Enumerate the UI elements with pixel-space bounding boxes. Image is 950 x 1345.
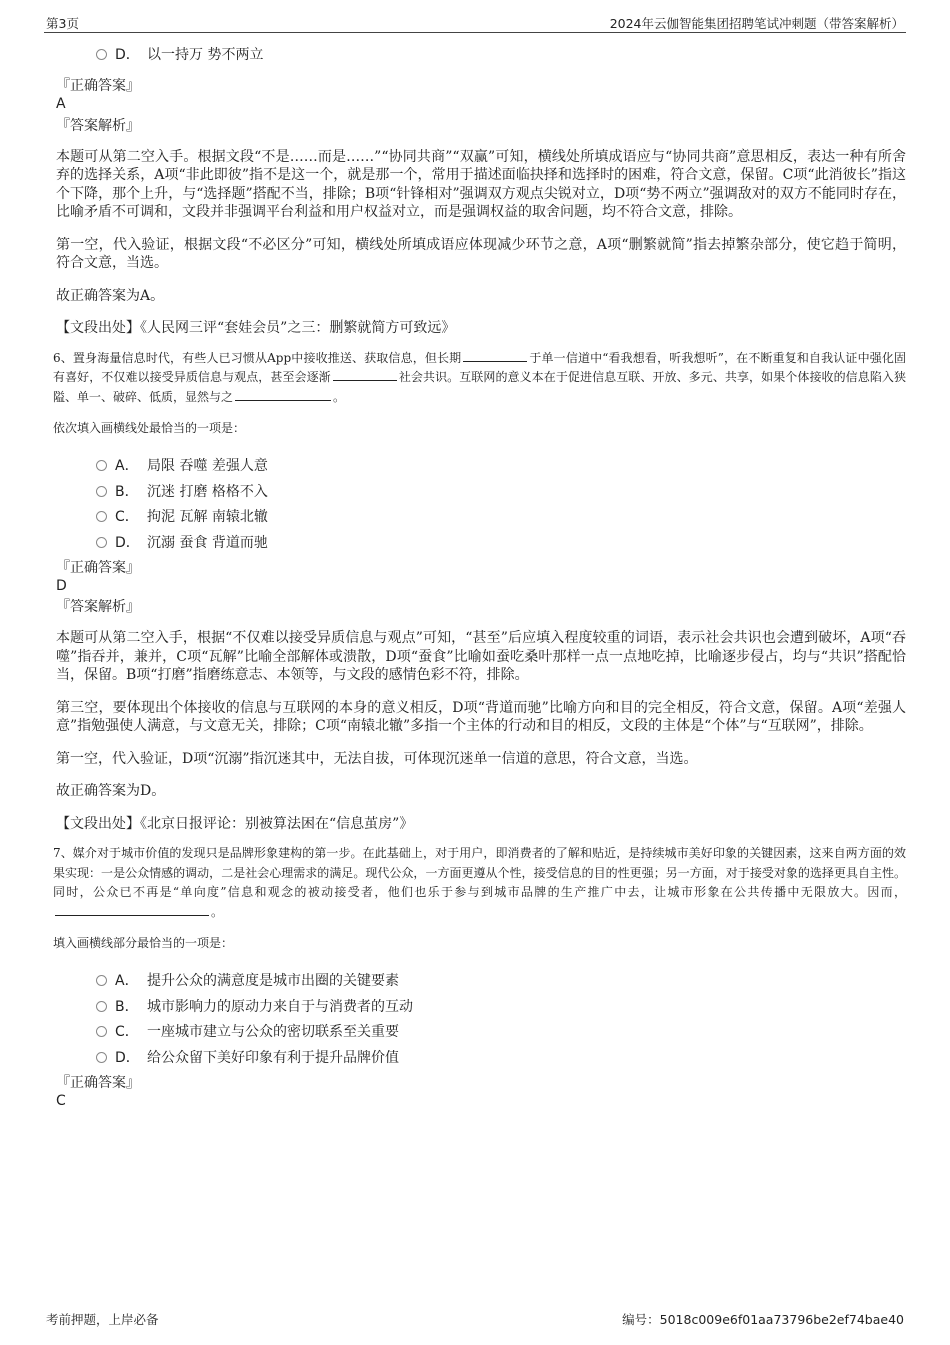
option-d[interactable]: D． 沉溺 蚕食 背道而驰: [96, 531, 906, 557]
analysis-paragraph: 第三空，要体现出个体接收的信息与互联网的本身的意义相反，D项“背道而驰”比喻方向和目的完全相反，符合文意，保留。A项“差强人意”指勉强使人满意，与文意无关，排除；C项“南辕北辙”多指一个主体的行动和目的相反，文段的主体是“个体”与“互联网”，排除。: [56, 699, 906, 734]
q5-analysis: [56, 148, 906, 306]
radio-icon[interactable]: [96, 537, 107, 548]
radio-icon[interactable]: [96, 460, 107, 471]
page-header: [44, 12, 906, 33]
q7-stem: 7、媒介对于城市价值的发现只是品牌形象建构的第一步。在此基础上，对于用户，即消费者的了解和贴近，是持续城市美好印象的关键因素，这来自两方面的效果实现：一是公众情感的调动，二是社会心理需求的满足。现代公众，一方面更遵从个性，接受信息的目的性更强；另一方面，对于接受对象的选择更具自主性。同时，公众已不再是“单向度”信息和观念的被动接受者，他们也乐于参与到城市品牌的生产推广中去，让城市形象在公共传播中无限放大。因而，。: [53, 846, 906, 919]
blank-line: [55, 903, 209, 916]
document-title: 2024年云伽智能集团招聘笔试冲刺题（带答案解析）: [609, 16, 904, 31]
q7-prompt: 填入画横线部分最恰当的一项是：: [53, 936, 234, 950]
correct-answer-value: C: [56, 1093, 66, 1109]
source-citation: 【文段出处】《北京日报评论：别被算法困在“信息茧房”》: [56, 815, 414, 832]
analysis-paragraph: 本题可从第二空入手，根据“不仅难以接受异质信息与观点”可知，“甚至”后应填入程度较重的词语，表示社会共识也会遭到破坏，A项“吞噬”指吞并，兼并，C项“瓦解”比喻全部解体或溃散，D项“蚕食”比喻如蚕吃桑叶那样一点一点地吃掉，比喻逐步侵占，均与“共识”搭配恰当，保留。B项“打磨”指磨练意志、本领等，与文段的感情色彩不符，排除。: [56, 630, 906, 683]
option-c[interactable]: C． 一座城市建立与公众的密切联系至关重要: [96, 1020, 906, 1046]
radio-icon[interactable]: [96, 975, 107, 986]
q6-prompt: 依次填入画横线处最恰当的一项是：: [53, 421, 246, 435]
analysis-paragraph: 第一空，代入验证，D项“沉溺”指沉迷其中，无法自拔，可体现沉迷单一信道的意思，符合文意，当选。: [56, 750, 698, 767]
q6-analysis: [56, 629, 906, 801]
radio-icon[interactable]: [96, 1026, 107, 1037]
correct-answer-label: 『正确答案』: [56, 1075, 140, 1091]
source-citation: 【文段出处】《人民网三评“套娃会员”之三：删繁就简方可致远》: [56, 320, 456, 336]
q7-options: [96, 969, 906, 1071]
analysis-paragraph: 故正确答案为A。: [56, 287, 165, 304]
radio-icon[interactable]: [96, 511, 107, 522]
option-b[interactable]: B． 沉迷 打磨 格格不入: [96, 480, 906, 506]
option-a[interactable]: A． 局限 吞噬 差强人意: [96, 454, 906, 480]
q6-stem: 6、置身海量信息时代，有些人已习惯从App中接收推送、获取信息，但长期 于单一信道中“看我想看，听我想听”，在不断重复和自我认证中强化固有喜好，不仅难以接受异质信息与观点，甚至会逐渐 社会共识。互联网的意义本在于促进信息互联、开放、多元、共享，如果个体接收的信息陷入狭隘、单一、破碎、低质，显然与之 。: [53, 350, 906, 404]
blank-line: [463, 349, 527, 362]
correct-answer-label: 『正确答案』: [56, 560, 140, 576]
document-code: 编号：5018c009e6f01aa73796be2ef74bae40: [622, 1312, 904, 1327]
correct-answer-value: A: [56, 95, 66, 112]
option-c[interactable]: C． 拘泥 瓦解 南辕北辙: [96, 505, 906, 531]
page-footer: [44, 1310, 906, 1330]
page-number: 第3页: [46, 16, 79, 31]
radio-icon[interactable]: [96, 486, 107, 497]
analysis-label: 『答案解析』: [56, 117, 140, 134]
radio-icon[interactable]: [96, 49, 107, 60]
blank-line: [333, 368, 397, 381]
correct-answer-label: 『正确答案』: [56, 77, 140, 94]
document-body: [53, 44, 906, 1110]
correct-answer-value: D: [56, 578, 67, 594]
analysis-paragraph: 第一空，代入验证，根据文段“不必区分”可知，横线处所填成语应体现减少环节之意，A项“删繁就简”指去掉繁杂部分，使它趋于简明，符合文意，当选。: [56, 236, 906, 271]
option-b[interactable]: B． 城市影响力的原动力来自于与消费者的互动: [96, 995, 906, 1021]
radio-icon[interactable]: [96, 1001, 107, 1012]
analysis-paragraph: 故正确答案为D。: [56, 783, 166, 799]
analysis-label: 『答案解析』: [56, 599, 140, 615]
blank-line: [235, 388, 331, 401]
option-d[interactable]: [96, 43, 906, 69]
q5-options: [96, 43, 906, 69]
option-d[interactable]: D． 给公众留下美好印象有利于提升品牌价值: [96, 1046, 906, 1072]
footer-slogan: 考前押题，上岸必备: [46, 1312, 159, 1327]
analysis-paragraph: 本题可从第二空入手。根据文段“不是……而是……”“协同共商”“双赢”可知，横线处所填成语应与“协同共商”意思相反，表达一种有所舍弃的选择关系，A项“非此即彼”指不是这一个，就是那一个，常用于描述面临抉择和选择时的困难，符合文意，保留。C项“此消彼长”指这个下降，那个上升，与“选择题”搭配不当，排除；B项“针锋相对”强调双方观点尖锐对立，D项“势不两立”强调敌对的双方不能同时存在，比喻矛盾不可调和，文段并非强调平台利益和用户权益对立，而是强调权益的取舍问题，均不符合文意，排除。: [56, 148, 906, 220]
option-a[interactable]: A． 提升公众的满意度是城市出圈的关键要素: [96, 969, 906, 995]
option-letter: D．: [115, 47, 140, 63]
q6-options: [96, 454, 906, 556]
option-text: 以一持万 势不两立: [147, 47, 264, 63]
radio-icon[interactable]: [96, 1052, 107, 1063]
